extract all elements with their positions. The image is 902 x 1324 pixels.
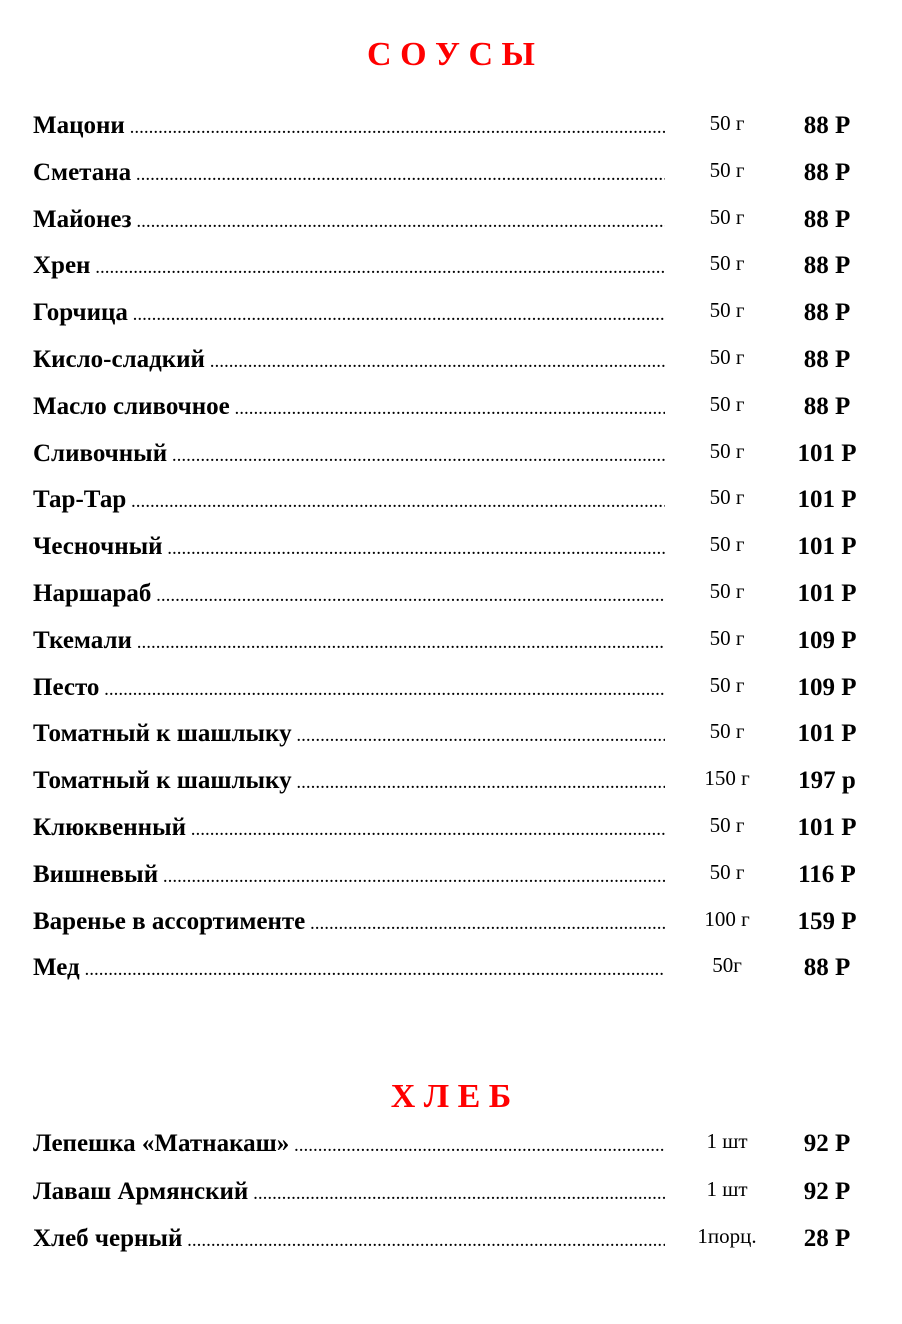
menu-item-row bbox=[0, 387, 902, 427]
item-name bbox=[33, 246, 665, 288]
menu-item-row bbox=[0, 808, 902, 848]
item-name-text: Чесночный ..... bbox=[33, 533, 665, 560]
item-weight: 50 г bbox=[709, 298, 745, 323]
item-price: 88 Р bbox=[803, 158, 851, 186]
item-name bbox=[33, 714, 665, 756]
item-weight: 50 г bbox=[709, 391, 745, 416]
menu-item-row bbox=[0, 480, 902, 520]
item-weight: 50 г bbox=[709, 251, 745, 276]
menu-item-row bbox=[0, 761, 902, 801]
item-name bbox=[33, 387, 665, 429]
item-name-text: Кисло-сладкий ..... bbox=[33, 346, 665, 373]
item-name-text: Тар-Тар ..... bbox=[33, 486, 665, 513]
menu-item-row bbox=[0, 1124, 902, 1164]
section-title-sauces: С О У С Ы bbox=[367, 36, 535, 73]
menu-item-row bbox=[0, 153, 902, 193]
menu-item-row bbox=[0, 340, 902, 380]
item-price: 101 Р bbox=[797, 533, 857, 561]
item-name-text: Варенье в ассортименте ..... bbox=[33, 908, 665, 935]
item-name bbox=[33, 621, 665, 663]
item-price: 101 Р bbox=[797, 486, 857, 514]
item-weight: 1 шт bbox=[706, 1129, 748, 1153]
item-weight: 50 г bbox=[709, 625, 745, 650]
item-name bbox=[33, 293, 665, 335]
item-name bbox=[33, 527, 665, 569]
item-price: 28 Р bbox=[803, 1225, 851, 1252]
menu-item-row bbox=[0, 948, 902, 988]
item-price: 92 Р bbox=[803, 1130, 851, 1157]
item-price: 92 Р bbox=[803, 1177, 851, 1205]
item-name bbox=[33, 434, 665, 476]
item-weight: 50 г bbox=[709, 859, 745, 884]
item-weight: 50 г bbox=[709, 345, 745, 369]
item-name-text: Лаваш Армянский ..... bbox=[33, 1178, 665, 1205]
item-name-text: Масло сливочное ..... bbox=[33, 393, 665, 420]
item-weight: 1 шт bbox=[706, 1176, 748, 1201]
item-price: 116 Р bbox=[798, 860, 856, 888]
item-price: 109 Р bbox=[797, 626, 857, 654]
item-name bbox=[33, 948, 665, 990]
item-name-text: Наршараб ..... bbox=[33, 580, 665, 607]
menu-item-row bbox=[0, 1172, 902, 1212]
item-price: 88 Р bbox=[803, 392, 851, 420]
item-weight: 50 г bbox=[709, 438, 745, 463]
item-weight: 100 г bbox=[704, 906, 750, 931]
item-name-text: Сливочный ..... bbox=[33, 440, 665, 467]
item-name-text: Томатный к шашлыку ..... bbox=[33, 720, 665, 747]
item-name bbox=[33, 574, 665, 616]
item-price: 101 Р bbox=[797, 580, 857, 607]
menu-item-row bbox=[0, 200, 902, 240]
section-title-bread: Х Л Е Б bbox=[390, 1078, 512, 1115]
menu-item-row bbox=[0, 1219, 902, 1259]
item-price: 159 Р bbox=[797, 907, 857, 935]
item-price: 88 Р bbox=[803, 205, 851, 233]
item-name-text: Майонез ..... bbox=[33, 206, 665, 233]
item-name bbox=[33, 200, 665, 242]
item-name bbox=[33, 106, 665, 148]
menu-item-row bbox=[0, 574, 902, 614]
item-name bbox=[33, 480, 665, 522]
item-name bbox=[33, 1172, 665, 1214]
item-weight: 50 г bbox=[709, 532, 745, 557]
item-weight: 50 г bbox=[709, 204, 745, 229]
menu-item-row bbox=[0, 293, 902, 333]
item-name bbox=[33, 1219, 665, 1261]
item-weight: 1порц. bbox=[697, 1224, 757, 1248]
item-weight: 50 г bbox=[709, 719, 745, 744]
item-price: 101 Р bbox=[797, 720, 857, 748]
item-weight: 50г bbox=[712, 953, 742, 978]
item-price: 88 Р bbox=[803, 954, 851, 982]
item-weight: 50 г bbox=[709, 157, 745, 182]
item-name-text: Горчица ..... bbox=[33, 299, 665, 326]
item-price: 88 Р bbox=[803, 299, 851, 327]
menu-item-row bbox=[0, 246, 902, 286]
menu-item-row bbox=[0, 527, 902, 567]
menu-item-row bbox=[0, 714, 902, 754]
item-price: 101 Р bbox=[797, 439, 857, 467]
item-price: 197 р bbox=[798, 767, 856, 795]
menu-item-row bbox=[0, 668, 902, 708]
item-name-text: Хрен ..... bbox=[33, 252, 665, 279]
menu-item-row bbox=[0, 106, 902, 146]
menu-item-row bbox=[0, 855, 902, 895]
item-weight: 50 г bbox=[709, 485, 745, 510]
item-name-text: Вишневый ..... bbox=[33, 861, 665, 888]
item-price: 101 Р bbox=[797, 814, 857, 841]
item-name-text: Сметана ..... bbox=[33, 159, 665, 186]
item-name bbox=[33, 340, 665, 382]
item-name bbox=[33, 761, 665, 803]
item-name bbox=[33, 668, 665, 710]
item-name-text: Песто ..... bbox=[33, 674, 665, 701]
item-name-text: Мед ..... bbox=[33, 954, 665, 981]
item-weight: 150 г bbox=[704, 766, 750, 791]
item-weight: 50 г bbox=[709, 672, 745, 697]
item-name-text: Томатный к шашлыку ..... bbox=[33, 767, 665, 794]
menu-item-row bbox=[0, 902, 902, 942]
menu-item-row bbox=[0, 434, 902, 474]
item-price: 109 Р bbox=[797, 673, 857, 701]
item-name-text: Мацони ..... bbox=[33, 112, 665, 139]
item-weight: 50 г bbox=[709, 111, 745, 135]
menu-item-row bbox=[0, 621, 902, 661]
item-name-text: Хлеб черный ..... bbox=[33, 1225, 665, 1252]
item-price: 88 Р bbox=[803, 252, 851, 280]
item-name-text: Лепешка «Матнакаш» ..... bbox=[33, 1130, 665, 1157]
item-price: 88 Р bbox=[803, 346, 851, 373]
item-name bbox=[33, 153, 665, 195]
item-name-text: Ткемали ..... bbox=[33, 627, 665, 654]
item-name bbox=[33, 1124, 665, 1166]
item-weight: 50 г bbox=[709, 579, 745, 603]
item-price: 88 Р bbox=[803, 112, 851, 139]
item-name-text: Клюквенный ..... bbox=[33, 814, 665, 841]
item-name bbox=[33, 902, 665, 944]
item-weight: 50 г bbox=[709, 813, 745, 837]
item-name bbox=[33, 808, 665, 850]
item-name bbox=[33, 855, 665, 897]
